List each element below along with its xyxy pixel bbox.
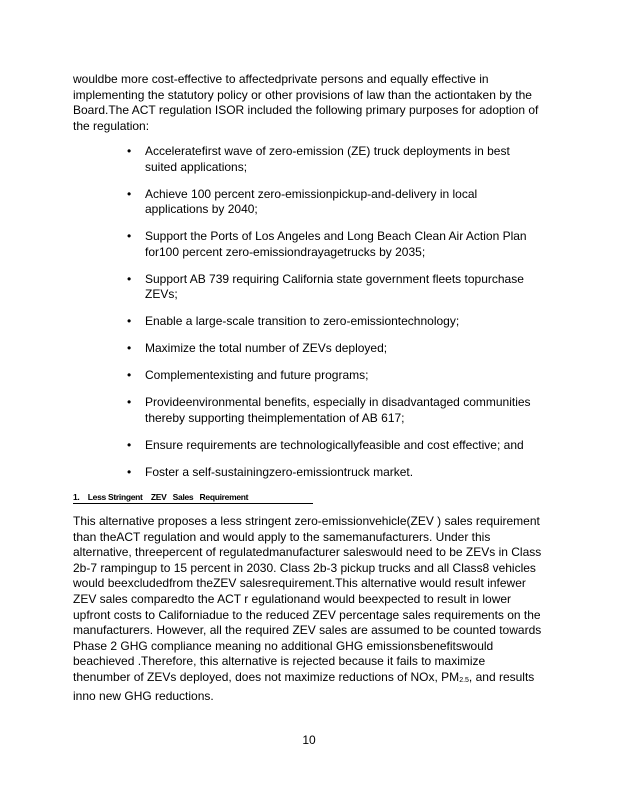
bullet-icon: • <box>127 144 132 158</box>
bullet-icon: • <box>127 186 132 201</box>
list-item: • Support the Ports of Los Angeles and Long Beach Clean Air Action Plan for100 percent zero-emissiondrayagetrucks by 2035; <box>127 229 527 259</box>
page-number: 10 <box>302 733 316 747</box>
bullet-icon: • <box>127 341 132 355</box>
alternative-paragraph: This alternative proposes a less stringent zero-emissionvehicle(ZEV ) sales requirement than theACT regulation and would apply to the samemanufacturers. Under this alternative, threepercent of regulatedmanufacturer saleswould need to be ZEVs in Class 2b-7 rampingup to 15 percent in 2030. Class 2b-3 pickup trucks and all Class8 vehicles would beexcludedfrom theZEV salesrequirement.This alternative would result infewer ZEV sales comparedto the ACT r egulationand would beexpected to result in lower upfront costs to Californiadue to the reduced ZEV percentage sales requirements on the manufacturers. However, all the required ZEV sales are assumed to be counted towards Phase 2 GHG compliance meaning no additional GHG emissionsbenefitswould beachieved .Therefore, this alternative is rejected because it fails to maximize thenumber of ZEVs deployed, does not maximize reductions of NOx, $PM_{2.5}$, and results inno new GHG reductions. <box>73 514 542 703</box>
pm-subscript: 2.5 <box>459 676 469 684</box>
section-heading <box>73 492 313 504</box>
bullet-icon: • <box>127 395 132 409</box>
list-item: • Ensure requirements are technologicallyfeasible and cost effective; and <box>127 437 524 452</box>
bullet-icon: • <box>127 271 132 286</box>
list-item: • Complementexisting and future programs; <box>127 368 369 382</box>
bullet-icon: • <box>127 437 132 452</box>
list-item: • Acceleratefirst wave of zero-emission (ZE) truck deployments in best suited applications; <box>127 144 510 174</box>
list-item: • Enable a large-scale transition to zero-emissiontechnology; <box>127 314 460 328</box>
bullet-icon: • <box>127 464 132 479</box>
bullet-icon: • <box>127 229 132 243</box>
section-title: Less Stringent ZEV Sales Requirement <box>87 492 249 502</box>
list-item: • Support AB 739 requiring California state government fleets topurchase ZEVs; <box>127 271 524 301</box>
intro-paragraph: wouldbe more cost-effective to affectedprivate persons and equally effective in implementing the statutory policy or other provisions of law than the actiontaken by the Board.The ACT regulation ISOR included the following primary purposes for adoption of the regulation: <box>73 72 539 134</box>
list-item: • Achieve 100 percent zero-emissionpickup-and-delivery in local applications by 2040; <box>127 186 478 216</box>
bullet-icon: • <box>127 368 132 382</box>
list-item: • Provideenvironmental benefits, especially in disadvantaged communities thereby supporting theimplementation of AB 617; <box>127 395 531 425</box>
bullet-icon: • <box>127 314 132 328</box>
purpose-list <box>0 144 618 492</box>
section-number: 1. <box>73 492 80 502</box>
list-item: • Foster a self-sustainingzero-emissiontruck market. <box>127 464 414 479</box>
list-item: • Maximize the total number of ZEVs deployed; <box>127 341 388 355</box>
